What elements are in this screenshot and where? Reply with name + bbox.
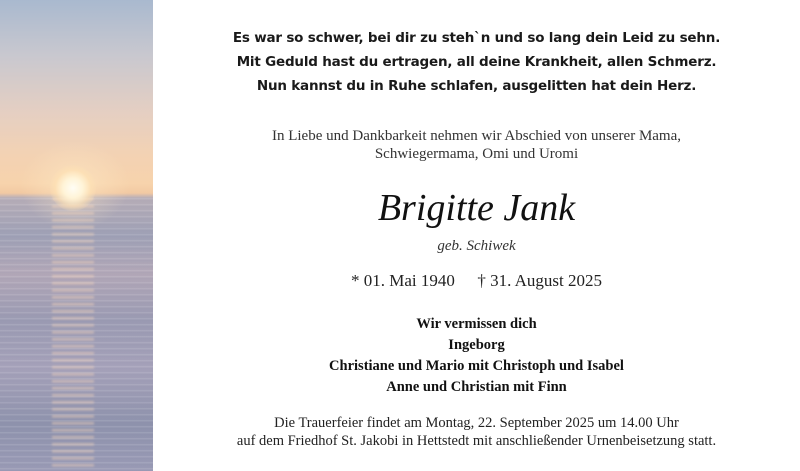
obituary-text [153,0,800,471]
mourner-line: Ingeborg [448,337,505,353]
sunset-sea-photo [0,0,153,471]
poem-line: Es war so schwer, bei dir zu steh`n und so lang dein Leid zu sehn. [232,30,721,46]
poem [153,26,800,98]
funeral-line: Die Trauerfeier findet am Montag, 22. September 2025 um 14.00 Uhr [274,415,679,431]
intro-line: Schwiegermama, Omi und Uromi [374,146,579,162]
poem-line: Nun kannst du in Ruhe schlafen, ausgelitten hat dein Herz. [256,78,697,94]
maiden-name: geb. Schiwek [437,238,516,254]
mourners [153,314,800,398]
deceased-name: Brigitte Jank [377,187,576,229]
sun-reflection [52,198,94,471]
funeral-line: auf dem Friedhof St. Jakobi in Hettstedt mit anschließender Urnenbeisetzung statt. [236,433,717,449]
life-dates [153,271,800,291]
sun [50,165,96,211]
poem-line: Mit Geduld hast du ertragen, all deine Krankheit, allen Schmerz. [236,54,717,70]
mourner-line: Anne und Christian mit Finn [386,379,567,395]
intro [153,127,800,163]
death-date: † 31. August 2025 [477,271,603,290]
mourner-line: Wir vermissen dich [416,316,537,332]
mourner-line: Christiane und Mario mit Christoph und Isabel [329,358,624,374]
funeral-info [153,414,800,450]
intro-line: In Liebe und Dankbarkeit nehmen wir Abschied von unserer Mama, [271,128,682,144]
birth-date: * 01. Mai 1940 [350,271,455,290]
